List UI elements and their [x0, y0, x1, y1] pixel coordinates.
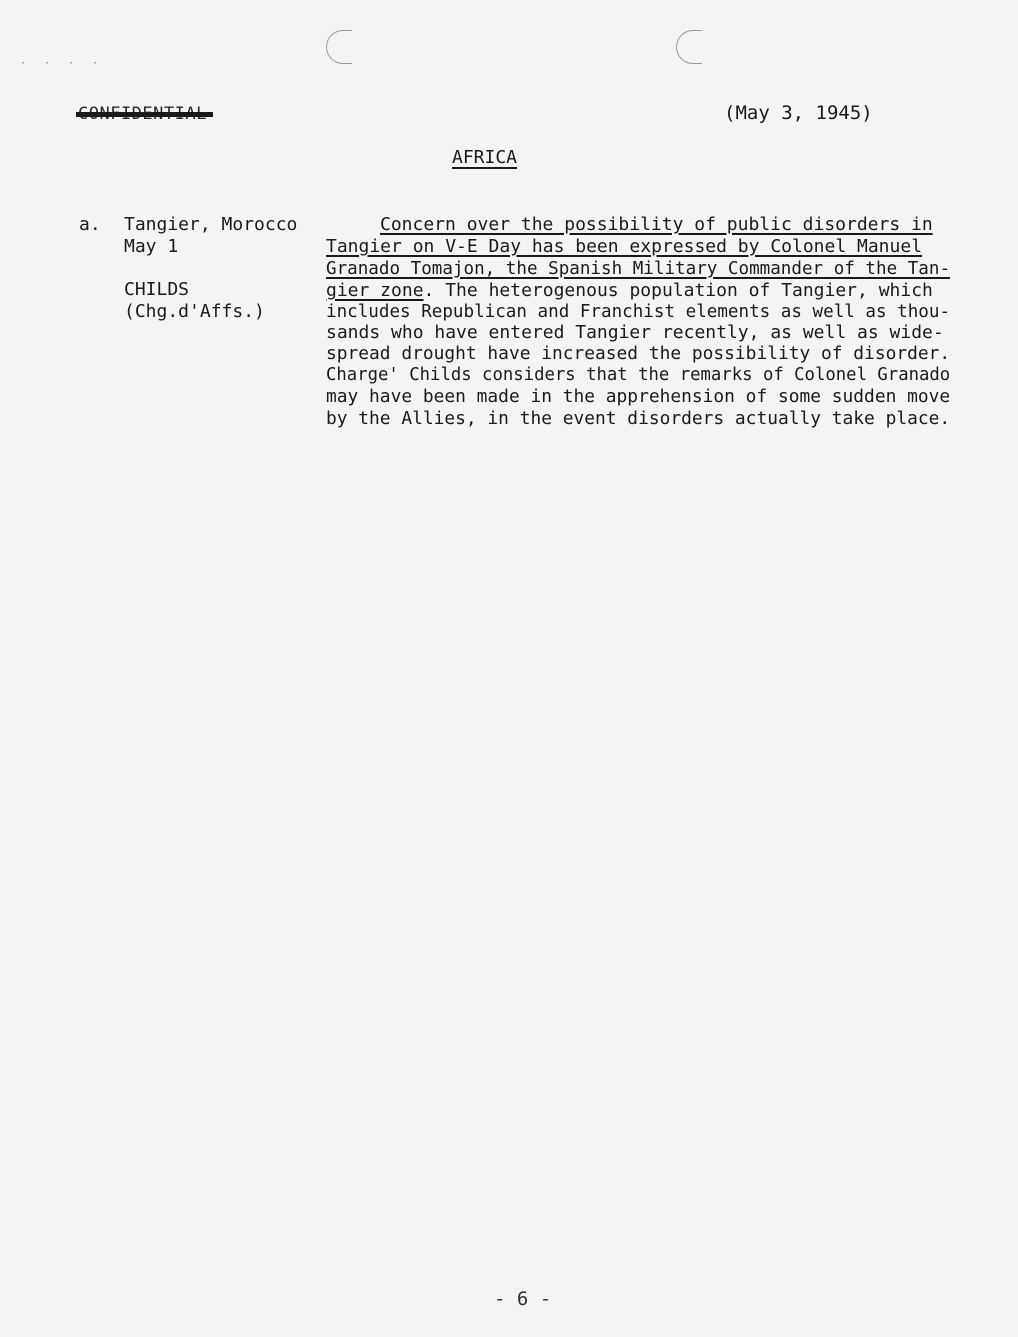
body-line: Charge' Childs considers that the remarks of Colonel Granado — [326, 364, 951, 385]
body-line: gier zone. The heterogenous population of Tangier, which — [326, 280, 933, 301]
item-place: Tangier, Morocco — [124, 214, 298, 235]
page-number: - 6 - — [494, 1288, 552, 1310]
body-line: Concern over the possibility of public disorders in — [380, 214, 933, 235]
classification-marking — [78, 104, 207, 124]
body-line: spread drought have increased the possibility of disorder. — [326, 343, 951, 364]
body-line: by the Allies, in the event disorders actually take place. — [326, 408, 951, 429]
margin-specks: · · · · — [20, 58, 105, 69]
section-title: AFRICA — [452, 147, 518, 168]
classification-strikethrough — [76, 112, 213, 117]
document-date: (May 3, 1945) — [724, 102, 873, 124]
item-sender: CHILDS — [124, 279, 190, 300]
body-line: sands who have entered Tangier recently, as well as wide- — [326, 322, 944, 343]
item-letter: a. — [79, 214, 101, 235]
body-line: Granado Tomajon, the Spanish Military Commander of the Tan- — [326, 258, 951, 279]
punch-hole-left — [326, 30, 352, 64]
body-line: includes Republican and Franchist elements as well as thou- — [326, 301, 951, 322]
body-line: Tangier on V-E Day has been expressed by Colonel Manuel — [326, 236, 923, 257]
item-day: May 1 — [124, 236, 179, 257]
body-line: may have been made in the apprehension of some sudden move — [326, 386, 951, 407]
item-sender-title: (Chg.d'Affs.) — [124, 301, 265, 322]
punch-hole-right — [676, 30, 702, 64]
